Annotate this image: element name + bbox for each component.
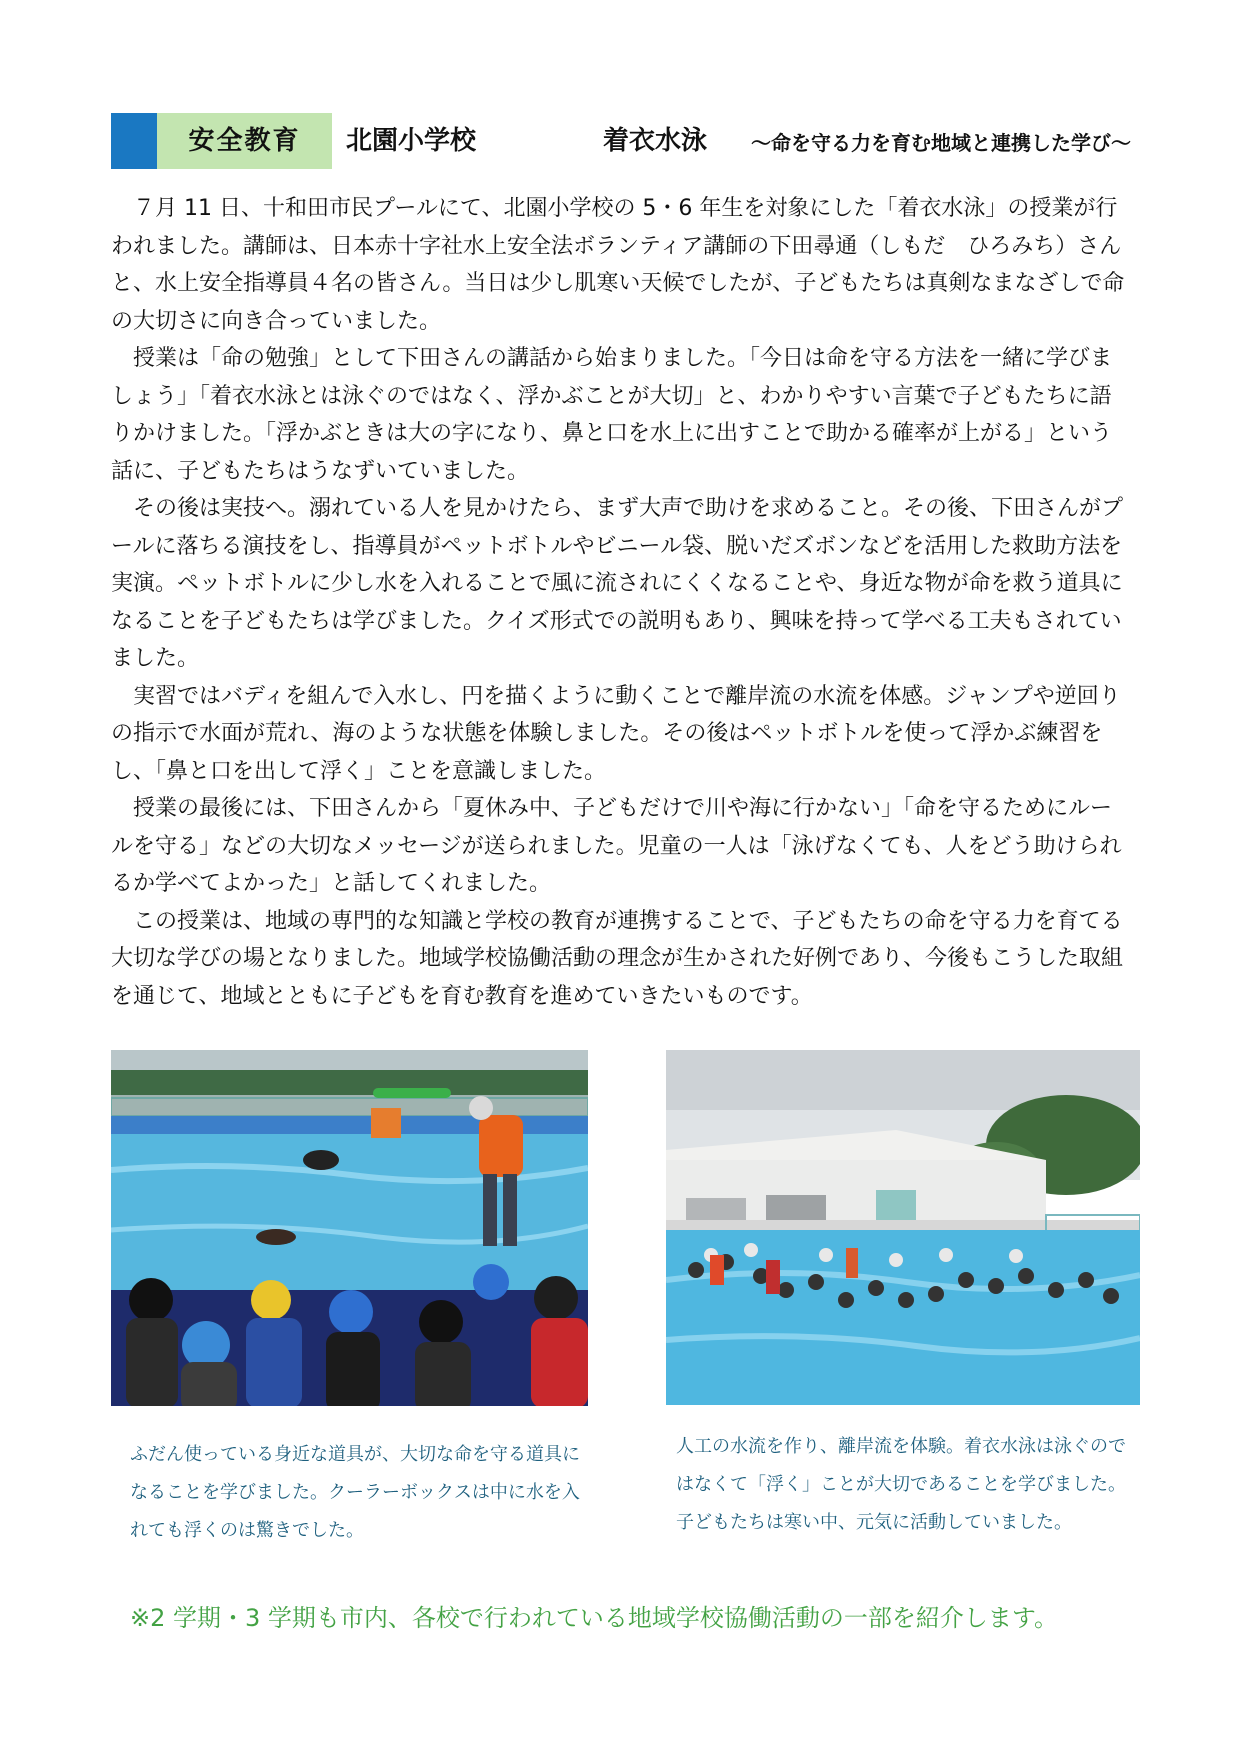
paragraph-1: ７月 11 日、十和田市民プールにて、北園小学校の 5・6 年生を対象にした「着衣水泳」の授業が行われました。講師は、日本赤十字社水上安全法ボランティア講師の下田尋通（しもだ ひろみち）さんと、水上安全指導員４名の皆さん。当日は少し肌寒い天候でしたが、子どもたちは真剣なまなざしで命の大切さに向き合っていました。 [111,196,1125,334]
photo-rescue-demonstration [111,1050,588,1406]
school-name: 北園小学校 [346,126,477,156]
category-tag: 安全教育 [157,113,332,169]
caption-right: 人工の水流を作り、離岸流を体験。着衣水泳は泳ぐのではなくて「浮く」ことが大切であることを学びました。子どもたちは寒い中、元気に活動していました。 [676,1436,1126,1533]
paragraph-3: その後は実技へ。溺れている人を見かけたら、まず大声で助けを求めること。その後、下田さんがプールに落ちる演技をし、指導員がペットボトルやビニール袋、脱いだズボンなどを活用した救助方法を実演。ペットボトルに少し水を入れることで風に流されにくくなることや、身近な物が命を救う道具になることを子どもたちは学びました。クイズ形式での説明もあり、興味を持って学べる工夫もされていました。 [111,496,1124,671]
article-subtitle: ～命を守る力を育む地域と連携した学び～ [751,131,1131,155]
article-title: 着衣水泳 [603,126,708,156]
section-header [111,113,1131,169]
caption-left: ふだん使っている身近な道具が、大切な命を守る道具になることを学びました。クーラーボックスは中に水を入れても浮くのは驚きでした。 [130,1444,580,1541]
paragraph-2: 授業は「命の勉強」として下田さんの講話から始まりました。「今日は命を守る方法を一緒に学びましょう」「着衣水泳とは泳ぐのではなく、浮かぶことが大切」と、わかりやすい言葉で子どもたちに語りかけました。「浮かぶときは大の字になり、鼻と口を水上に出すことで助かる確率が上がる」という話に、子どもたちはうなずいていました。 [111,346,1113,484]
paragraph-5: 授業の最後には、下田さんから「夏休み中、子どもだけで川や海に行かない」「命を守るためにルールを守る」などの大切なメッセージが送られました。児童の一人は「泳げなくても、人をどう助けられるか学べてよかった」と話してくれました。 [111,796,1122,896]
photo-rip-current-experience [666,1050,1140,1405]
header-accent-bar [111,113,157,169]
footer-note: ※2 学期・3 学期も市内、各校で行われている地域学校協働活動の一部を紹介します。 [130,1604,1058,1632]
paragraph-4: 実習ではバディを組んで入水し、円を描くように動くことで離岸流の水流を体感。ジャンプや逆回りの指示で水面が荒れ、海のような状態を体験しました。その後はペットボトルを使って浮かぶ練習をし、「鼻と口を出して浮く」ことを意識しました。 [111,683,1121,784]
paragraph-6: この授業は、地域の専門的な知識と学校の教育が連携することで、子どもたちの命を守る力を育てる大切な学びの場となりました。地域学校協働活動の理念が生かされた好例であり、今後もこうした取組を通じて、地域とともに子どもを育む教育を進めていきたいものです。 [111,908,1124,1009]
article-body [111,190,1131,1015]
